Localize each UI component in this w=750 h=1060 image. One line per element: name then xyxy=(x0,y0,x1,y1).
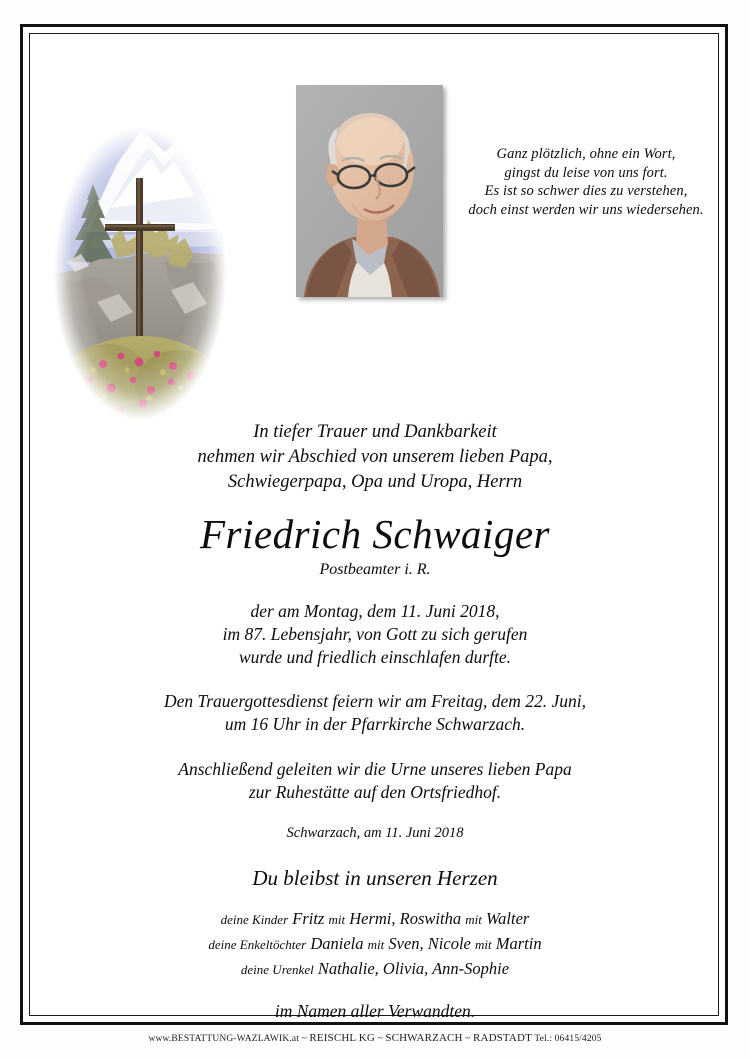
footer-website: www.BESTATTUNG-WAZLAWIK.at xyxy=(148,1034,300,1044)
footer-town-1: SCHWARZACH xyxy=(385,1032,463,1044)
footer-separator-3: ~ xyxy=(465,1034,471,1044)
portrait-photo xyxy=(296,85,443,297)
verse-line-3: Es ist so schwer dies zu verstehen, xyxy=(484,183,688,199)
family-row xyxy=(60,932,690,957)
family-row xyxy=(60,957,690,982)
intro-line-2: nehmen wir Abschied von unserem lieben Papa, xyxy=(197,447,553,467)
death-line-2: im 87. Lebensjahr, von Gott zu sich gerufen xyxy=(222,624,528,644)
family-names: Fritz xyxy=(292,909,325,928)
place-and-date: Schwarzach, am 11. Juni 2018 xyxy=(286,825,464,841)
family-joiner: mit xyxy=(367,937,385,952)
deceased-name: Friedrich Schwaiger xyxy=(200,511,550,557)
undertaker-footer xyxy=(0,1032,750,1044)
family-joiner-2: mit xyxy=(465,912,482,927)
mountain-cross-photo xyxy=(45,112,235,434)
portrait-illustration xyxy=(296,85,443,297)
footer-phone: 06415/4205 xyxy=(554,1034,602,1044)
oval-photo-mask xyxy=(45,112,235,434)
burial-line-1: Anschließend geleiten wir die Urne unseres lieben Papa xyxy=(178,759,572,779)
service-line-1: Den Trauergottesdienst feiern wir am Freitag, dem 22. Juni, xyxy=(163,691,587,711)
footer-separator-2: ~ xyxy=(377,1034,383,1044)
family-list xyxy=(60,907,690,982)
footer-phone-label: Tel.: xyxy=(534,1034,553,1044)
family-names: Nathalie, Olivia, Ann-Sophie xyxy=(317,959,510,978)
footer-separator-1: ~ xyxy=(301,1034,307,1044)
memorial-motto: Du bleibst in unseren Herzen xyxy=(252,866,498,890)
death-block xyxy=(60,600,690,669)
family-names-2: Sven, Nicole xyxy=(388,934,471,953)
family-names-2: Hermi, Roswitha xyxy=(349,909,462,928)
verse-line-2: gingst du leise von uns fort. xyxy=(504,164,668,181)
death-line-3: wurde und friedlich einschlafen durfte. xyxy=(238,647,512,667)
footer-company: REISCHL KG xyxy=(309,1032,375,1044)
family-joiner: mit xyxy=(328,912,346,927)
family-names-3: Walter xyxy=(485,909,530,928)
family-relation: deine Enkeltöchter xyxy=(208,937,307,952)
verse-line-1: Ganz plötzlich, ohne ein Wort, xyxy=(496,146,676,162)
verse-line-4: doch einst werden wir uns wiedersehen. xyxy=(468,201,704,218)
burial-block xyxy=(60,758,690,804)
mountain-cross-illustration xyxy=(45,112,235,434)
family-names-3: Martin xyxy=(495,934,542,953)
intro-line-3: Schwiegerpapa, Opa und Uropa, Herrn xyxy=(227,472,523,492)
closing-line: im Namen aller Verwandten. xyxy=(274,1001,476,1021)
deceased-title: Postbeamter i. R. xyxy=(319,561,431,578)
service-block xyxy=(60,690,690,736)
family-relation: deine Kinder xyxy=(220,912,289,927)
family-relation: deine Urenkel xyxy=(240,962,314,977)
memorial-verse xyxy=(452,145,720,219)
family-names: Daniela xyxy=(310,934,364,953)
death-line-1: der am Montag, dem 11. Juni 2018, xyxy=(250,601,500,621)
notice-body xyxy=(60,420,690,1023)
burial-line-2: zur Ruhestätte auf den Ortsfriedhof. xyxy=(248,782,502,802)
footer-town-2: RADSTADT xyxy=(472,1032,532,1044)
family-joiner-2: mit xyxy=(475,937,492,952)
intro-line-1: In tiefer Trauer und Dankbarkeit xyxy=(253,422,497,442)
intro-block xyxy=(60,420,690,495)
service-line-2: um 16 Uhr in der Pfarrkirche Schwarzach. xyxy=(224,714,526,734)
family-row xyxy=(60,907,690,932)
